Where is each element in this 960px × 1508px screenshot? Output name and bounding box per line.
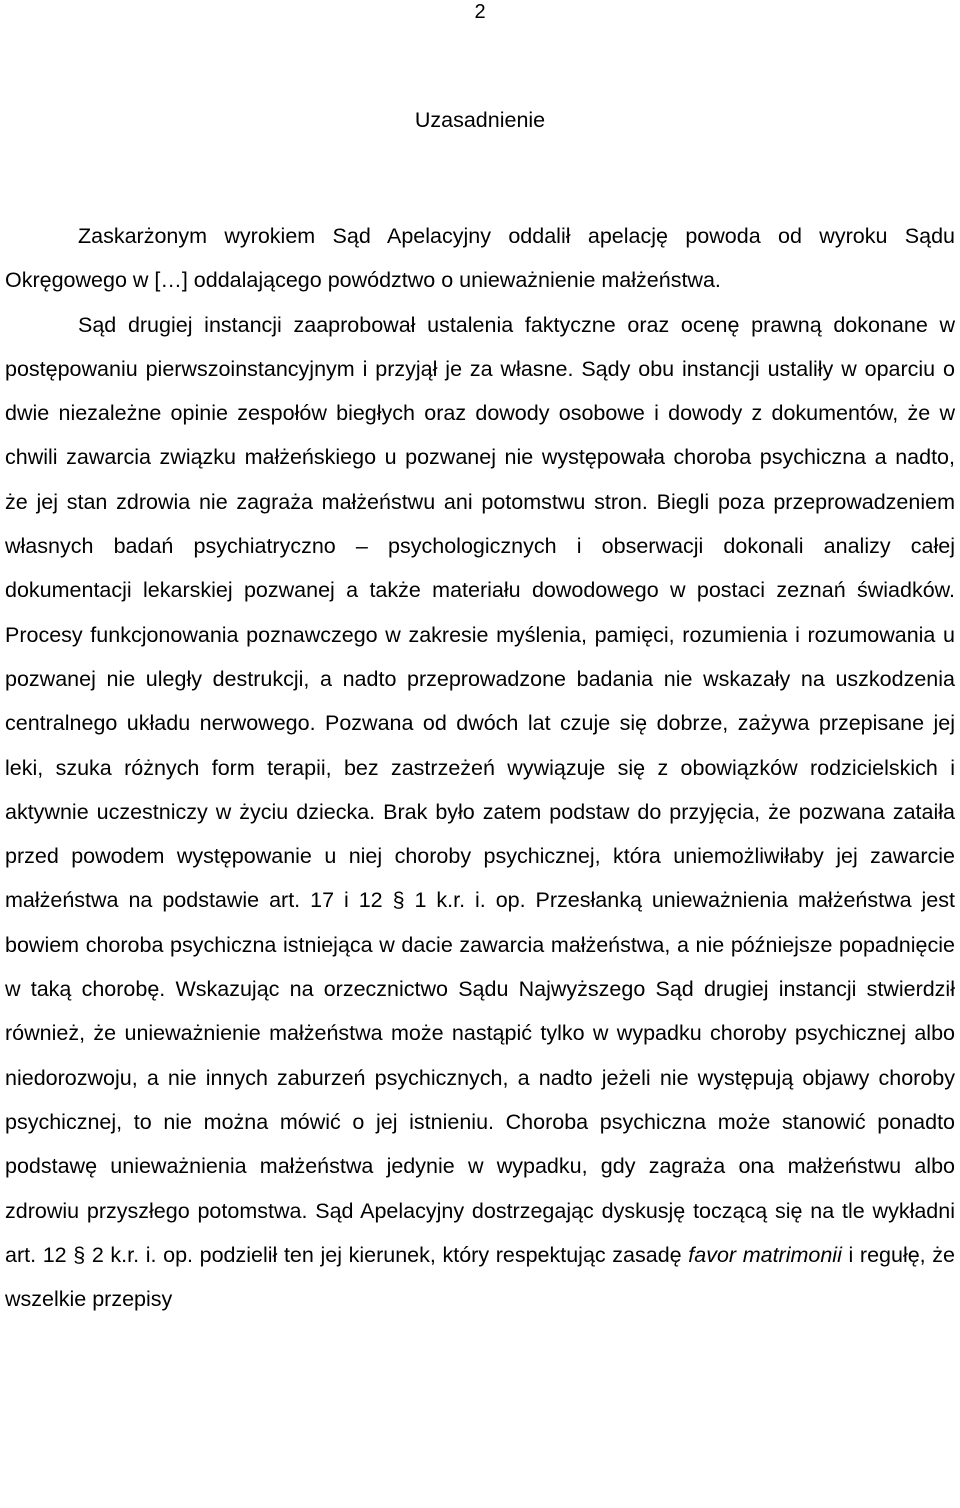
page-number: 2 [474,1,486,23]
document-body [5,214,955,1321]
paragraph-2-continuation: i regułę, że wszelkie przepisy [5,1242,955,1312]
paragraph-2 [5,303,955,1322]
paragraph-1 [5,214,955,303]
document-heading: Uzasadnienie [414,108,546,132]
latin-phrase: favor matrimonii [688,1242,842,1267]
paragraph-2-text: Sąd drugiej instancji zaaprobował ustalenia faktyczne oraz ocenę prawną dokonane w postępowaniu pierwszoinstancyjnym i przyjął je za własne. Sądy obu instancji ustaliły w oparciu o dwie niezależne opinie zespołów biegłych oraz dowody osobowe i dowody z dokumentów, że w chwili zawarcia związku małżeńskiego u pozwanej nie występowała choroba psychiczna a nadto, że jej stan zdrowia nie zagraża małżeństwu ani potomstwu stron. Biegli poza przeprowadzeniem własnych badań psychiatryczno – psychologicznych i obserwacji dokonali analizy całej dokumentacji lekarskiej pozwanej a także materiału dowodowego w postaci zeznań świadków. Procesy funkcjonowania poznawczego w zakresie myślenia, pamięci, rozumienia i rozumowania u pozwanej nie uległy destrukcji, a nadto przeprowadzone badania nie wskazały na uszkodzenia centralnego układu nerwowego. Pozwana od dwóch lat czuje się dobrze, zażywa przepisane jej leki, szuka różnych form terapii, bez zastrzeżeń wywiązuje się z obowiązków rodzicielskich i aktywnie uczestniczy w życiu dziecka. Brak było zatem podstaw do przyjęcia, że pozwana zataiła przed powodem występowanie u niej choroby psychicznej, która uniemożliwiłaby jej zawarcie małżeństwa na podstawie art. 17 i 12 § 1 k.r. i. op. Przesłanką unieważnienia małżeństwa jest bowiem choroba psychiczna istniejąca w dacie zawarcia małżeństwa, a nie późniejsze popadnięcie w taką chorobę. Wskazując na orzecznictwo Sądu Najwyższego Sąd drugiej instancji stwierdził również, że unieważnienie małżeństwa może nastąpić tylko w wypadku choroby psychicznej albo niedorozwoju, a nie innych zaburzeń psychicznych, a nadto jeżeli nie występują objawy choroby psychicznej, to nie można mówić o jej istnieniu. Choroba psychiczna może stanowić ponadto podstawę unieważnienia małżeństwa jedynie w wypadku, gdy zagraża ona małżeństwu albo zdrowiu przyszłego potomstwa. Sąd Apelacyjny dostrzegając dyskusję toczącą się na tle wykładni art. 12 § 2 k.r. i. op. podzielił ten jej kierunek, który respektując zasadę [5,312,955,1267]
paragraph-1-text: Zaskarżonym wyrokiem Sąd Apelacyjny oddalił apelację powoda od wyroku Sądu Okręgowego w […] oddalającego powództwo o unieważnienie małżeństwa. [5,224,955,293]
